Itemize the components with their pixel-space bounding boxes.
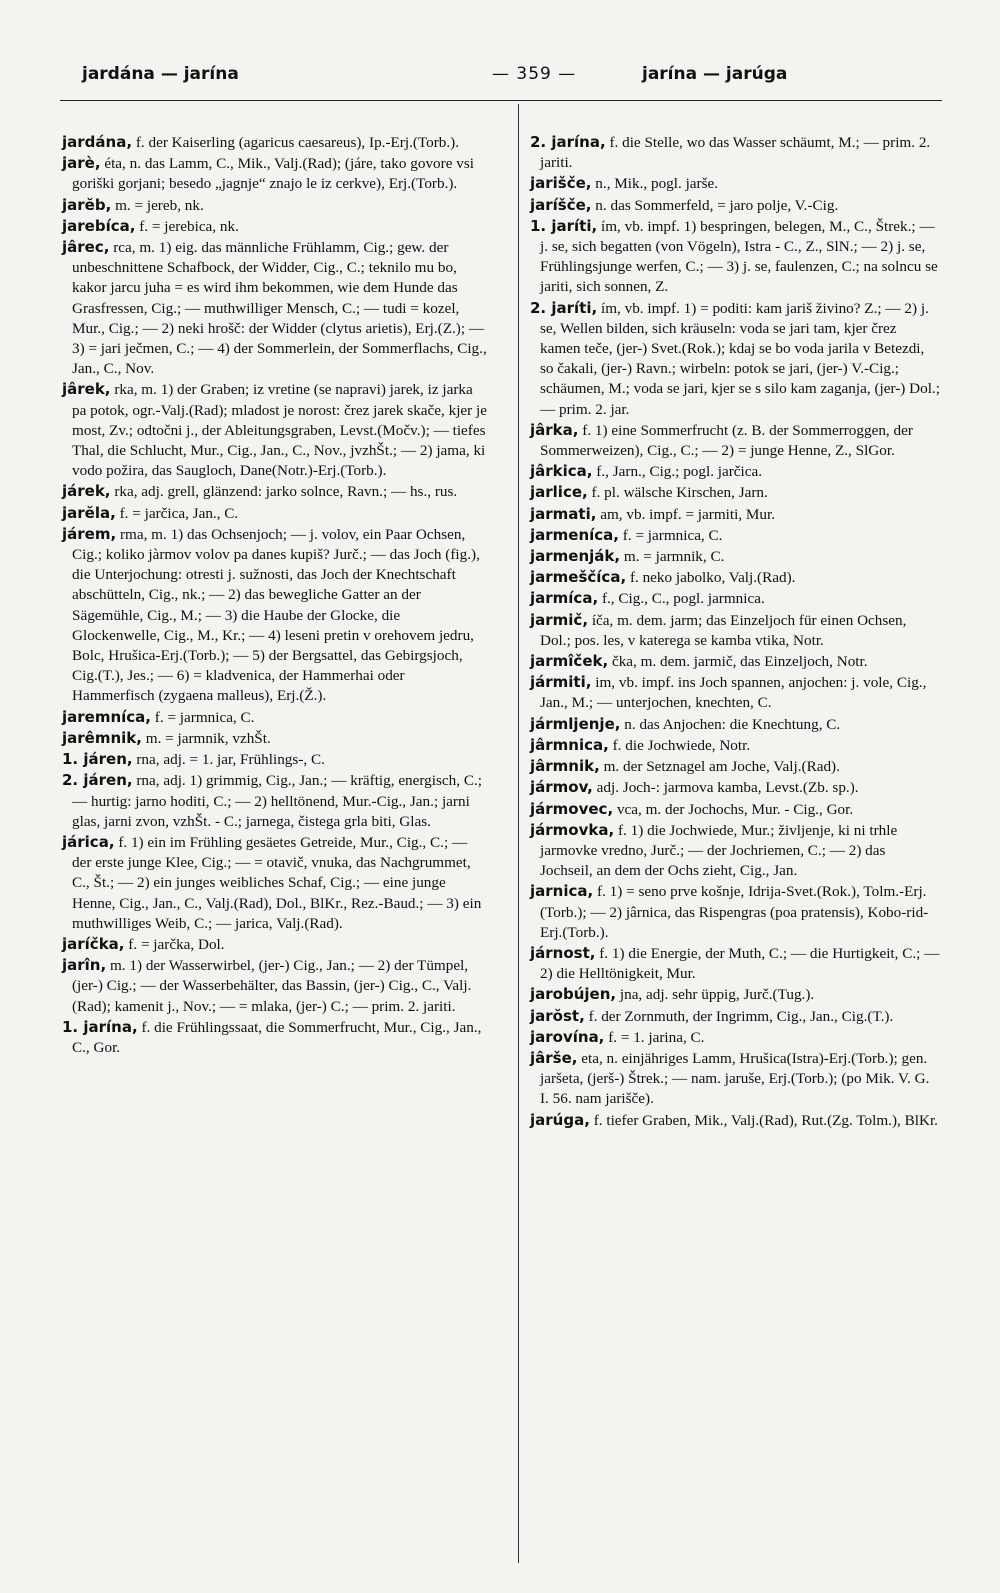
entry-headword: jármovec, [530, 799, 614, 818]
dictionary-entry [530, 173, 940, 194]
dictionary-entry [530, 216, 940, 298]
entry-definition: rna, adj. 1) grimmig, Cig., Jan.; — kräftig, energisch, C.; — hurtig: jarno hoditi, C.; — 2) helltönend, Mur.-Cig., Jan.; jarni glas, jarni zvon, vzhŠt. - C.; jarnega, čistega grla biti, Glas. [72, 772, 482, 830]
entry-headword: jarmíca, [530, 589, 599, 608]
entry-definition: im, vb. impf. ins Joch spannen, anjochen: j. vole, Cig., Jan., M.; — unterjochen, knechten, C. [540, 674, 927, 712]
header-right-guide: jarína — jarúga [642, 64, 788, 84]
dictionary-entry [530, 461, 940, 482]
dictionary-entry [530, 881, 940, 943]
dictionary-entry [62, 707, 488, 728]
dictionary-entry [530, 672, 940, 713]
entry-definition: f. = jarčica, Jan., C. [119, 504, 239, 522]
entry-definition: vca, m. der Jochochs, Mur. - Cig., Gor. [616, 800, 854, 818]
entry-definition: f. 1) die Jochwiede, Mur.; življenje, ki ni trhle jarmovke vredno, Jurč.; — der Jochriemen, C.; — 2) das Jochseil, an dem der Ochs zieht, Cig., Jan. [540, 821, 898, 880]
entry-definition: n., Mik., pogl. jarše. [595, 175, 719, 193]
entry-headword: jaríšče, [530, 195, 592, 214]
entry-definition: f. = jarčka, Dol. [128, 935, 225, 953]
dictionary-entry [530, 482, 940, 503]
entry-definition: čka, m. dem. jarmič, das Einzeljoch, Notr. [611, 653, 868, 671]
entry-headword: jármovka, [530, 820, 615, 839]
entry-definition: m. = jereb, nk. [115, 196, 204, 214]
dictionary-entry [530, 132, 940, 173]
page-header [60, 64, 942, 94]
dictionary-entry [62, 934, 488, 955]
header-rule [60, 100, 942, 101]
entry-definition: rka, m. 1) der Graben; iz vretine (se napravi) jarek, iz jarka pa potok, ogr.-Valj.(Rad); mladost je norost: črez jarek skače, kjer je most, Zv.; odtočni j., der Ableitungsgraben, Levst.(Močv.); — tiefes Thal, die Schlucht, Mur., Cig., Jan., C., Nov., jvzhŠt.; — 2) jama, ki vodo požira, das Saugloch, Dane(Notr.)-Erj.(Torb.). [72, 381, 487, 480]
entry-headword: jarĕla, [62, 503, 116, 522]
dictionary-entry [530, 1027, 940, 1048]
left-column [62, 132, 488, 1058]
dictionary-entry [530, 799, 940, 820]
dictionary-entry [62, 481, 488, 502]
entry-headword: jârkica, [530, 462, 593, 481]
dictionary-entry [62, 749, 488, 770]
entry-definition: f. 1) eine Sommerfrucht (z. B. der Sommerroggen, der Sommerweizen), Cig., C.; — 2) = junge Henne, Z., SlGor. [540, 421, 913, 460]
entry-headword: jarúga, [530, 1110, 590, 1129]
dictionary-entry [530, 610, 940, 651]
dictionary-entry [530, 1048, 940, 1110]
entry-headword: jarmati, [530, 504, 597, 523]
dictionary-entry [62, 195, 488, 216]
entry-definition: f. die Frühlingssaat, die Sommerfrucht, Mur., Cig., Jan., C., Gor. [72, 1018, 482, 1056]
dictionary-entry [530, 420, 940, 461]
dictionary-entry [530, 735, 940, 756]
entry-definition: f. 1) die Energie, der Muth, C.; — die Hurtigkeit, C.; — 2) die Helltönigkeit, Mur. [540, 944, 940, 983]
dictionary-entry [62, 955, 488, 1017]
entry-definition: f. 1) = seno prve košnje, Idrija-Svet.(Rok.), Tolm.-Erj.(Torb.); — 2) jârnica, das Rispengras (poa pratensis), Kobo-rid-Erj.(Torb.). [540, 883, 929, 941]
entry-definition: adj. Joch-: jarmova kamba, Levst.(Zb. sp.). [596, 779, 859, 797]
entry-headword: 1. jarína, [62, 1017, 138, 1036]
entry-headword: jârmnica, [530, 735, 609, 754]
dictionary-entry [530, 525, 940, 546]
entry-headword: jarmeníca, [530, 525, 619, 544]
entry-definition: f. = jarmnica, C. [154, 708, 255, 726]
entry-definition: n. das Anjochen: die Knechtung, C. [624, 715, 841, 733]
entry-definition: m. = jarmnik, vzhŠt. [145, 729, 271, 747]
entry-definition: f. = jerebica, nk. [139, 217, 239, 235]
entry-definition: rca, m. 1) eig. das männliche Frühlamm, Cig.; gew. der unbeschnittene Schafbock, der Widder, Cig., C.; teknilo mu bo, kakor jarcu juha = es wird ihm bekommen, wie dem Hunde das Grasfressen, Cig.; — muthwilliger Mensch, C.; — tudi = kozel, Mur., Cig.; — 2) neki hrošč: der Widder (clytus arietis), Erj.(Z.); — 3) = jari ječmen, C.; — 4) der Sommerlein, der Sommerflachs, Cig., Jan., C., Nov. [72, 239, 487, 378]
entry-headword: járek, [62, 482, 111, 501]
entry-definition: f. neko jabolko, Valj.(Rad). [629, 569, 796, 587]
dictionary-entry [530, 1110, 940, 1131]
entry-headword: jarebíca, [62, 216, 136, 235]
entry-headword: 2. jaríti, [530, 298, 598, 317]
entry-headword: jârek, [62, 380, 111, 399]
entry-headword: jarêmnik, [62, 728, 142, 747]
entry-definition: f. der Kaiserling (agaricus caesareus), Ip.-Erj.(Torb.). [135, 134, 460, 151]
column-divider [518, 104, 519, 1563]
dictionary-entry [530, 588, 940, 609]
dictionary-entry [530, 195, 940, 216]
entry-headword: jarè, [62, 154, 101, 173]
entry-definition: f. 1) ein im Frühling gesäetes Getreide, Mur., Cig., C.; — der erste junge Klee, Cig.; — = otavič, vnuka, das Nachgrummet, C., Št.; — 2) ein junges weibliches Schaf, Cig.; — eine junge Henne, Cig., Jan., C., Valj.(Rad), Dol., BlKr., Rez.-Baud.; — 3) ein muthwilliges Weib, C.; — jarica, Valj.(Rad). [72, 833, 482, 932]
entry-headword: jârše, [530, 1048, 578, 1067]
entry-headword: jarišče, [530, 174, 592, 193]
entry-headword: jârec, [62, 238, 110, 257]
entry-headword: jarŏst, [530, 1006, 585, 1025]
entry-definition: rma, m. 1) das Ochsenjoch; — j. volov, ein Paar Ochsen, Cig.; koliko jàrmov volov pa danes kupiš? Jurč.; — das Joch (fig.), die Unterjochung: otresti j. sužnosti, das Joch der Knechtschaft abschütteln, Cig., nk.; — 2) das bewegliche Gatter an der Sägemühle, Cig., M.; — 3) die Haube der Glocke, die Glockenwelle, Cig., M., Kr.; — 4) leseni pretin v orehovem jedru, Bolc, Hrušica-Erj.(Torb.); — 5) der Bergsattel, das Gebirgsjoch, Cig.(T.), Jes.; — 6) = kladvenica, der Hammerhai oder Hammerfisch (zygaena malleus), Erj.(Ž.). [72, 525, 480, 705]
header-left-guide: jardána — jarína [82, 64, 239, 84]
dictionary-entry [62, 503, 488, 524]
dictionary-entry [530, 943, 940, 984]
dictionary-entry [62, 832, 488, 934]
entry-definition: jna, adj. sehr üppig, Jurč.(Tug.). [619, 986, 815, 1004]
entry-definition: m. 1) der Wasserwirbel, (jer-) Cig., Jan.; — 2) der Tümpel, (jer-) Cig.; — der Wasserbehälter, das Bassin, (jer-) Cig., C., Valj.(Rad); kamenit j., Nov.; — = mlaka, (jer-) C.; — prim. 2. jariti. [72, 957, 472, 1015]
entry-headword: jârmnik, [530, 757, 600, 776]
dictionary-entry [62, 237, 488, 379]
entry-headword: jarlice, [530, 483, 588, 502]
entry-headword: jaremníca, [62, 707, 151, 726]
entry-headword: jaríčka, [62, 934, 125, 953]
entry-headword: 1. járen, [62, 750, 133, 769]
dictionary-entry [530, 651, 940, 672]
dictionary-entry [530, 756, 940, 777]
entry-headword: jarĕb, [62, 195, 112, 214]
entry-headword: jarobújen, [530, 985, 617, 1004]
entry-headword: járem, [62, 524, 117, 543]
dictionary-entry [62, 132, 488, 153]
entry-headword: jarmenják, [530, 547, 621, 566]
entry-definition: ím, vb. impf. 1) = poditi: kam jariš živino? Z.; — 2) j. se, Wellen bilden, sich kräuseln: voda se jari tam, kjer črez kamen teče, (jer-) Svet.(Rok.); kdaj se bo voda jarila v Betezdi, so čakali, (jer-) Ravn.; wirbeln: potok se jari, (jer-) V.-Cig.; schäumen, M.; voda se jari, kjer se s silo kam zaganja, (jer-) Dol.; — prim. 2. jar. [540, 299, 940, 418]
entry-definition: f. die Jochwiede, Notr. [612, 736, 751, 754]
entry-definition: f. der Zornmuth, der Ingrimm, Cig., Jan., Cig.(T.). [588, 1007, 894, 1025]
entry-definition: am, vb. impf. = jarmiti, Mur. [600, 505, 776, 523]
entry-headword: járica, [62, 832, 115, 851]
entry-headword: jarîn, [62, 956, 107, 975]
entry-definition: f. = 1. jarina, C. [608, 1028, 705, 1046]
dictionary-entry [62, 379, 488, 481]
entry-definition: m. = jarmnik, C. [623, 548, 725, 566]
entry-definition: rna, adj. = 1. jar, Frühlings-, C. [136, 751, 325, 769]
entry-definition: f. die Stelle, wo das Wasser schäumt, M.; — prim. 2. jariti. [540, 134, 931, 172]
dictionary-entry [530, 984, 940, 1005]
entry-headword: jarmîček, [530, 652, 609, 671]
entry-definition: f., Cig., C., pogl. jarmnica. [601, 590, 765, 608]
entry-headword: járnost, [530, 943, 596, 962]
entry-headword: 2. járen, [62, 771, 133, 790]
entry-definition: f. pl. wälsche Kirschen, Jarn. [591, 484, 768, 502]
dictionary-entry [530, 777, 940, 798]
entry-headword: jarnica, [530, 882, 594, 901]
entry-definition: eta, n. einjähriges Lamm, Hrušica(Istra)-Erj.(Torb.); gen. jaršeta, (jerš-) Štrek.; — nam. jaruše, Erj.(Torb.); (po Mik. V. G. I. 56. nam jarišče). [540, 1049, 930, 1108]
entry-definition: íča, m. dem. jarm; das Einzeljoch für einen Ochsen, Dol.; pos. les, v katerega se kamba vtika, Notr. [540, 611, 907, 649]
dictionary-entry [530, 546, 940, 567]
entry-headword: jarmeščíca, [530, 568, 627, 587]
entry-headword: jármiti, [530, 673, 592, 692]
entry-definition: f. tiefer Graben, Mik., Valj.(Rad), Rut.(Zg. Tolm.), BlKr. [593, 1111, 938, 1129]
entry-definition: éta, n. das Lamm, C., Mik., Valj.(Rad); (járe, tako govore vsi goriški gorjani; besedo „jagnje“ znajo le iz cerkve), Erj.(Torb.). [72, 155, 474, 193]
dictionary-entry [62, 153, 488, 194]
dictionary-entry [62, 728, 488, 749]
entry-headword: jardána, [62, 133, 133, 151]
dictionary-entry [530, 714, 940, 735]
dictionary-entry [530, 504, 940, 525]
entry-definition: m. der Setznagel am Joche, Valj.(Rad). [603, 758, 840, 776]
dictionary-entry [530, 298, 940, 420]
entry-headword: 1. jaríti, [530, 216, 598, 235]
page-number: — 359 — [492, 64, 577, 84]
entry-headword: jarovína, [530, 1027, 605, 1046]
dictionary-entry [530, 567, 940, 588]
right-column [530, 132, 940, 1131]
dictionary-entry [530, 820, 940, 882]
entry-headword: jârka, [530, 420, 579, 439]
entry-definition: n. das Sommerfeld, = jaro polje, V.-Cig. [595, 196, 839, 214]
dictionary-entry [62, 216, 488, 237]
entry-headword: jármov, [530, 778, 593, 797]
entry-headword: 2. jarína, [530, 133, 606, 151]
entry-headword: jármljenje, [530, 714, 621, 733]
entry-definition: f. = jarmnica, C. [622, 526, 723, 544]
dictionary-entry [62, 770, 488, 832]
entry-definition: ím, vb. impf. 1) bespringen, belegen, M., C., Štrek.; — j. se, sich begatten (von Vögeln), Istra - C., Z., SlN.; — 2) j. se, Frühlingsjunge werfen, C.; — 3) j. se, faulenzen, C.; na solncu se jariti, sich sonnen, Z. [540, 217, 938, 296]
dictionary-entry [62, 524, 488, 707]
dictionary-entry [530, 1006, 940, 1027]
entry-definition: f., Jarn., Cig.; pogl. jarčica. [596, 463, 763, 481]
entry-definition: rka, adj. grell, glänzend: jarko solnce, Ravn.; — hs., rus. [114, 483, 458, 501]
dictionary-entry [62, 1017, 488, 1058]
entry-headword: jarmič, [530, 610, 589, 629]
